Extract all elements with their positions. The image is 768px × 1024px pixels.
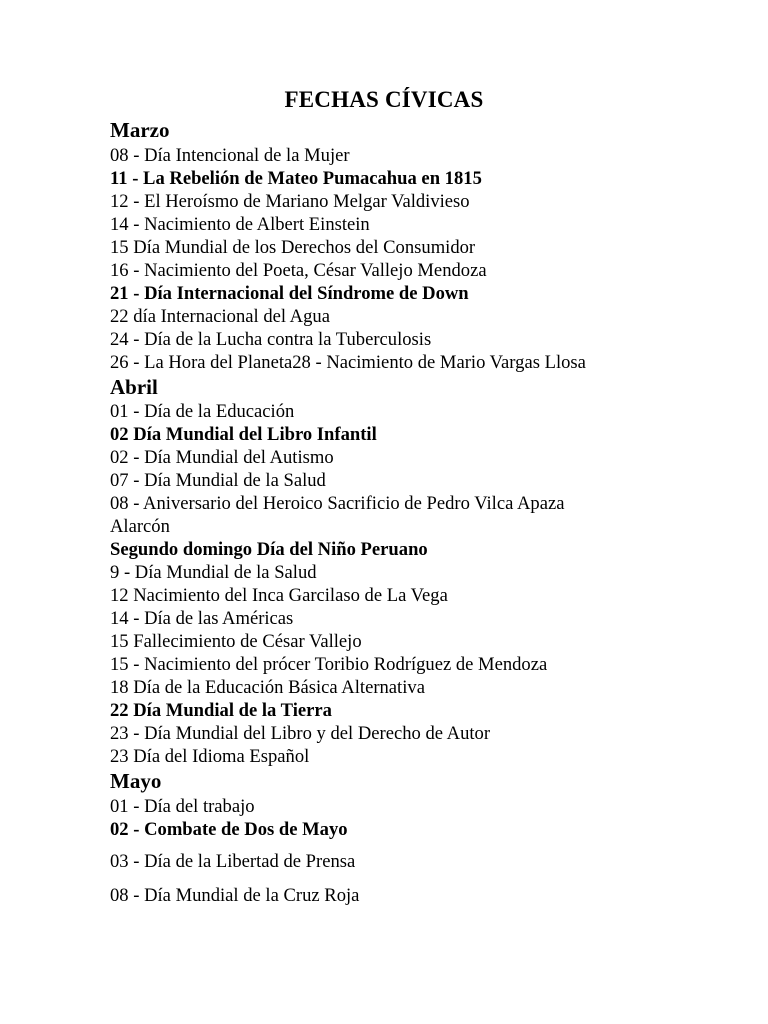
list-item: 12 - El Heroísmo de Mariano Melgar Valdivieso [110, 191, 470, 212]
list-item: Alarcón [110, 516, 170, 537]
list-item: 08 - Aniversario del Heroico Sacrificio de Pedro Vilca Apaza [110, 493, 565, 514]
list-item: 9 - Día Mundial de la Salud [110, 562, 317, 583]
list-item-date: 02 - [110, 819, 145, 840]
list-item: 22 día Internacional del Agua [110, 306, 330, 327]
month-heading-marzo: Marzo [110, 118, 170, 142]
list-item: 15 Día Mundial de los Derechos del Consumidor [110, 237, 476, 258]
list-item: 16 - Nacimiento del Poeta, César Vallejo Mendoza [110, 260, 487, 281]
month-heading-mayo: Mayo [110, 769, 162, 793]
list-item: 03 - Día de la Libertad de Prensa [110, 851, 356, 872]
list-item: 12 Nacimiento del Inca Garcilaso de La Vega [110, 585, 448, 606]
list-item: 26 - La Hora del Planeta28 - Nacimiento de Mario Vargas Llosa [110, 352, 586, 373]
list-item: 15 Fallecimiento de César Vallejo [110, 631, 362, 652]
list-item: 14 - Nacimiento de Albert Einstein [110, 214, 370, 235]
list-item: 24 - Día de la Lucha contra la Tuberculosis [110, 329, 432, 350]
list-item [110, 819, 348, 841]
list-item: 14 - Día de las Américas [110, 608, 294, 629]
list-item: 23 - Día Mundial del Libro y del Derecho de Autor [110, 723, 491, 744]
list-item: 02 Día Mundial del Libro Infantil [110, 424, 377, 445]
list-item: 22 Día Mundial de la Tierra [110, 700, 332, 721]
month-heading-abril: Abril [110, 375, 158, 399]
list-item: 23 Día del Idioma Español [110, 746, 310, 767]
list-item: Segundo domingo Día del Niño Peruano [110, 539, 428, 560]
list-item-label: Combate de Dos de Mayo [144, 819, 348, 840]
list-item: 08 - Día Intencional de la Mujer [110, 145, 350, 166]
list-item: 11 - La Rebelión de Mateo Pumacahua en 1815 [110, 168, 482, 189]
list-item: 07 - Día Mundial de la Salud [110, 470, 326, 491]
list-item: 15 - Nacimiento del prócer Toribio Rodríguez de Mendoza [110, 654, 548, 675]
list-item: 01 - Día de la Educación [110, 401, 295, 422]
list-item: 01 - Día del trabajo [110, 796, 255, 817]
list-item: 08 - Día Mundial de la Cruz Roja [110, 885, 360, 906]
list-item: 18 Día de la Educación Básica Alternativa [110, 677, 425, 698]
list-item: 21 - Día Internacional del Síndrome de Down [110, 283, 469, 304]
page-title: FECHAS CÍVICAS [284, 87, 484, 112]
list-item: 02 - Día Mundial del Autismo [110, 447, 334, 468]
